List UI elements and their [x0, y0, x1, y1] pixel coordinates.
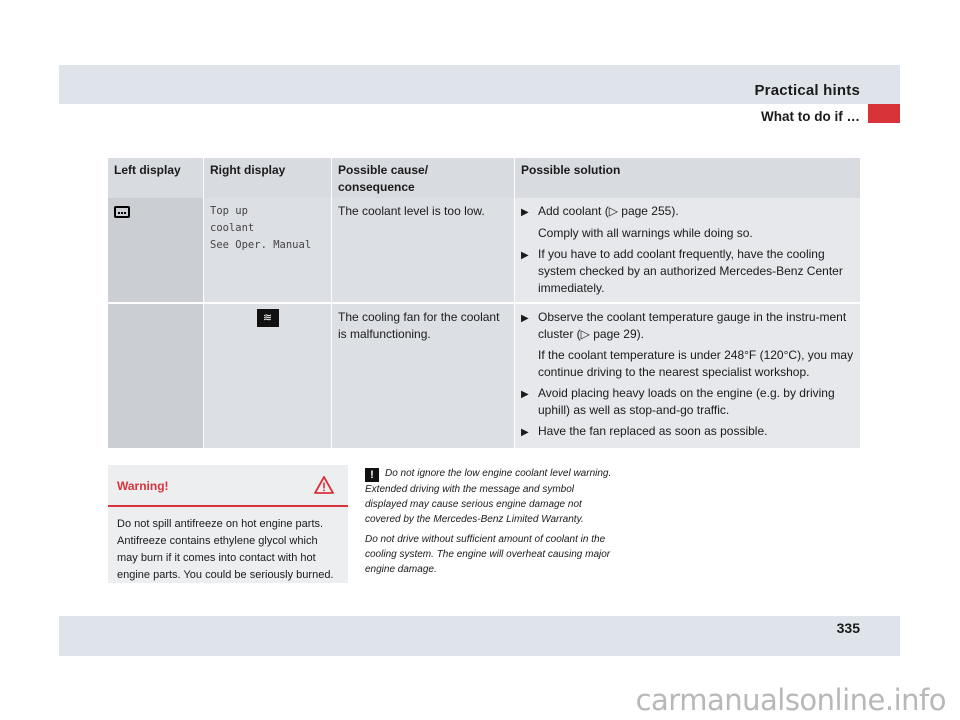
coolant-temperature-icon: ≋ [257, 309, 279, 327]
bullet-arrow-icon: ▶ [521, 389, 529, 400]
note-paragraph: Do not drive without sufficient amount of coolant in the cooling system. The engine will overheat causing major engine damage. [365, 534, 611, 575]
table-row [108, 198, 860, 302]
solution-text: Have the fan replaced as soon as possible. [538, 424, 768, 438]
display-line: Top up [210, 205, 248, 217]
radiator-icon [114, 206, 130, 218]
bullet-arrow-icon: ▶ [521, 250, 529, 261]
right-display-cell [204, 198, 332, 302]
watermark: carmanualsonline.info [635, 683, 946, 717]
section-title: Practical hints [754, 82, 860, 99]
right-display-cell [204, 304, 332, 448]
footer-band [59, 616, 900, 656]
exclamation-icon: ! [365, 468, 379, 482]
table-header-row [108, 158, 860, 198]
bullet-arrow-icon: ▶ [521, 207, 529, 218]
column-header: Possible cause/ consequence [332, 158, 515, 198]
left-display-cell [108, 304, 204, 448]
column-header: Right display [204, 158, 332, 198]
solution-step [521, 246, 854, 297]
page-number: 335 [836, 620, 860, 636]
solution-text: If you have to add coolant frequently, have the cooling system checked by an authorized Mercedes-Benz Center immediately. [538, 247, 843, 295]
solution-step [521, 309, 854, 343]
solution-step [521, 385, 854, 419]
section-tab-marker [868, 104, 900, 123]
bullet-arrow-icon: ▶ [521, 427, 529, 438]
display-line: See Oper. Manual [210, 239, 312, 251]
solution-cell [515, 304, 860, 448]
solution-text: Avoid placing heavy loads on the engine (e.g. by driving uphill) as well as stop-and-go traffic. [538, 386, 835, 417]
column-header: Possible solution [515, 158, 860, 198]
column-header: Left display [108, 158, 204, 198]
warning-title: Warning! [117, 479, 169, 493]
warning-box [108, 465, 348, 583]
solution-text: Add coolant (▷ page 255). [538, 204, 679, 218]
section-subtitle: What to do if … [761, 109, 860, 124]
display-line: coolant [210, 222, 255, 234]
solution-cell [515, 198, 860, 302]
warning-text: Do not spill antifreeze on hot engine parts. Antifreeze contains ethylene glycol which may burn if it comes into contact with hot engine parts. You could be seriously burned. [117, 518, 334, 581]
solution-step [521, 203, 854, 221]
cause-cell: The cooling fan for the coolant is malfunctioning. [332, 304, 515, 448]
solution-note: Comply with all warnings while doing so. [538, 226, 753, 240]
table-row [108, 304, 860, 448]
solution-text: Observe the coolant temperature gauge in the instru-ment cluster (▷ page 29). [538, 310, 847, 341]
warning-header [108, 465, 348, 507]
display-messages-table [108, 158, 860, 448]
solution-step [521, 423, 854, 441]
warning-triangle-icon [314, 475, 334, 495]
cause-cell: The coolant level is too low. [332, 198, 515, 302]
bullet-arrow-icon: ▶ [521, 313, 529, 324]
caution-note [365, 466, 615, 582]
solution-note: If the coolant temperature is under 248°F (120°C), you may continue driving to the nearest specialist workshop. [538, 348, 854, 379]
left-display-cell [108, 198, 204, 302]
note-paragraph: Do not ignore the low engine coolant level warning. Extended driving with the message and symbol displayed may cause serious engine damage not covered by the Mercedes-Benz Limited Warranty. [365, 468, 612, 525]
